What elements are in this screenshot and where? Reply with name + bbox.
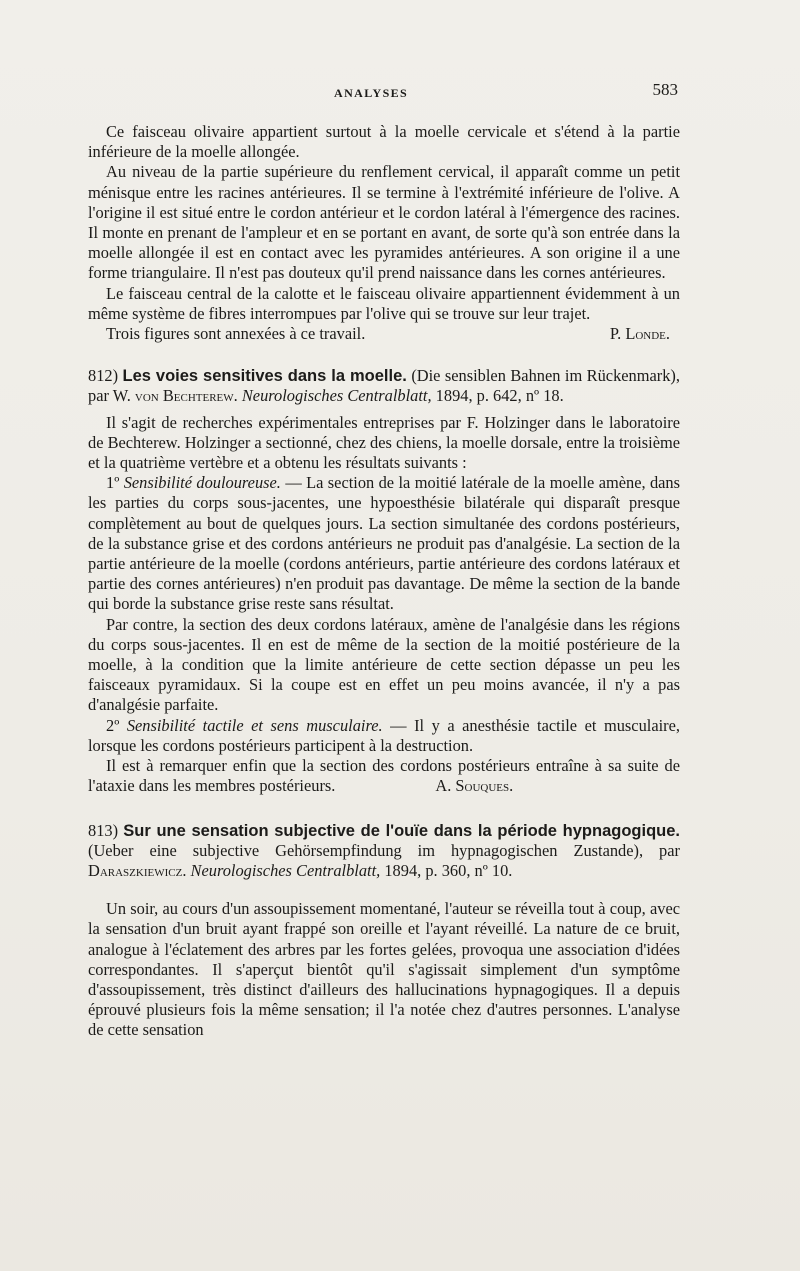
item-text: — La section de la moitié latérale de la moelle amène, dans les parties du corps sous-jacentes, une hypoesthésie bilatérale qui disparaît presque complètement au bout de quelques jours. La section simultanée des cordons postérieurs, de la substance grise et des cordons antérieurs ne produit pas d'analgésie. La section de la partie antérieure de la moelle (cordons antérieurs, partie antérieure des cordons latéraux et partie des cornes antérieures) n'en produit pas davantage. De même la section de la bande qui borde la substance grise reste sans résultat. (88, 473, 681, 614)
article-title: Sur une sensation subjective de l'ouïe dans la période hypnagogique. (123, 821, 680, 840)
paragraph: Le faisceau central de la calotte et le faisceau olivaire appartiennent évidemment à un même système de fibres interrompues par l'olive qui se trouve sur leur trajet. (88, 283, 680, 323)
author-signature: P. Londe. (609, 324, 670, 344)
previous-analysis-continuation (88, 122, 680, 344)
article-reference: (Die sensiblen Bahnen im Rückenmark), par W. (88, 366, 680, 406)
paragraph (88, 716, 680, 756)
paragraph: Au niveau de la partie supérieure du renflement cervical, il apparaît comme un petit ménisque entre les racines antérieures. Il se termine à l'extrémité inférieure de l'olive. A l'origine il est situé entre le cordon antérieur et le cordon latéral à l'émergence des racines. Il monte en prenant de l'ampleur et en se portant en avant, de sorte qu'à son entrée dans la moelle allongée il est en contact avec les pyramides antérieures. A son origine il a une forme triangulaire. Il n'est pas douteux qu'il prend naissance dans les cornes antérieures. (88, 162, 680, 283)
journal-name: Neurologisches Centralblatt, (241, 386, 432, 406)
article-heading (88, 366, 680, 406)
article-number: 812) (88, 366, 119, 386)
journal-name: Neurologisches Centralblatt, (190, 860, 381, 880)
item-number: 2º (106, 715, 120, 735)
article-reference: (Ueber eine subjective Gehörsempfindung im hypnagogischen Zustande), par (88, 840, 680, 860)
page-body (88, 122, 680, 1041)
paragraph: Ce faisceau olivaire appartient surtout à la moelle cervicale et s'étend à la partie inférieure de la moelle allongée. (88, 122, 680, 162)
item-text: — Il y a anesthésie tactile et musculaire, lorsque les cordons postérieurs participent à la destruction. (88, 715, 680, 755)
article-heading (88, 821, 680, 882)
page-header (88, 80, 678, 104)
analysis-813 (88, 821, 680, 1041)
paragraph (88, 473, 680, 614)
page-number: 583 (652, 80, 678, 99)
item-number: 1º (106, 473, 120, 493)
article-author: Daraszkiewicz. (88, 860, 187, 880)
article-author: von Bechterew. (134, 386, 238, 406)
closing-line (88, 324, 680, 344)
paragraph: Par contre, la section des deux cordons latéraux, amène de l'analgésie dans les régions du corps sous-jacentes. Il en est de même de la section de la moitié postérieure de la moelle, à la condition que la limite antérieure de cette section dépasse un peu les faisceaux pyramidaux. Si la coupe est en effet un peu moins avancée, il n'y a pas d'analgésie parfaite. (88, 614, 680, 715)
item-heading: Sensibilité douloureuse. (123, 473, 281, 493)
item-heading: Sensibilité tactile et sens musculaire. (126, 715, 383, 735)
article-number: 813) (88, 820, 119, 840)
paragraph (88, 756, 680, 796)
author-signature: A. Souques. (435, 776, 514, 796)
article-citation: 1894, p. 642, nº 18. (435, 386, 564, 406)
paragraph: Il s'agit de recherches expérimentales entreprises par F. Holzinger dans le laboratoire de Bechterew. Holzinger a sectionné, chez des chiens, la moelle dorsale, entre la troisième et la quatrième vertèbre et a obtenu les résultats suivants : (88, 412, 680, 473)
paragraph-text: Il est à remarquer enfin que la section des cordons postérieurs entraîne à sa suite de l'ataxie dans les membres postérieurs. (88, 756, 680, 796)
article-title: Les voies sensitives dans la moelle. (122, 367, 407, 386)
paragraph: Un soir, au cours d'un assoupissement momentané, l'auteur se réveilla tout à coup, avec la sensation d'un bruit ayant frappé son oreille et l'ayant réveillé. La nature de ce bruit, analogue à l'éclatement des arbres par les fortes gelées, provoqua une association d'idées correspondantes. Il s'aperçut bientôt qu'il s'agissait simplement d'un symptôme d'assoupissement, très distinct d'ailleurs des hallucinations hypnagogiques. Il a depuis éprouvé plusieurs fois la même sensation; il l'a notée chez d'autres personnes. L'analyse de cette sensation (88, 899, 680, 1040)
analysis-812 (88, 366, 680, 796)
article-citation: 1894, p. 360, nº 10. (384, 860, 513, 880)
running-title: ANALYSES (334, 86, 409, 100)
paragraph: Trois figures sont annexées à ce travail. (106, 324, 366, 344)
